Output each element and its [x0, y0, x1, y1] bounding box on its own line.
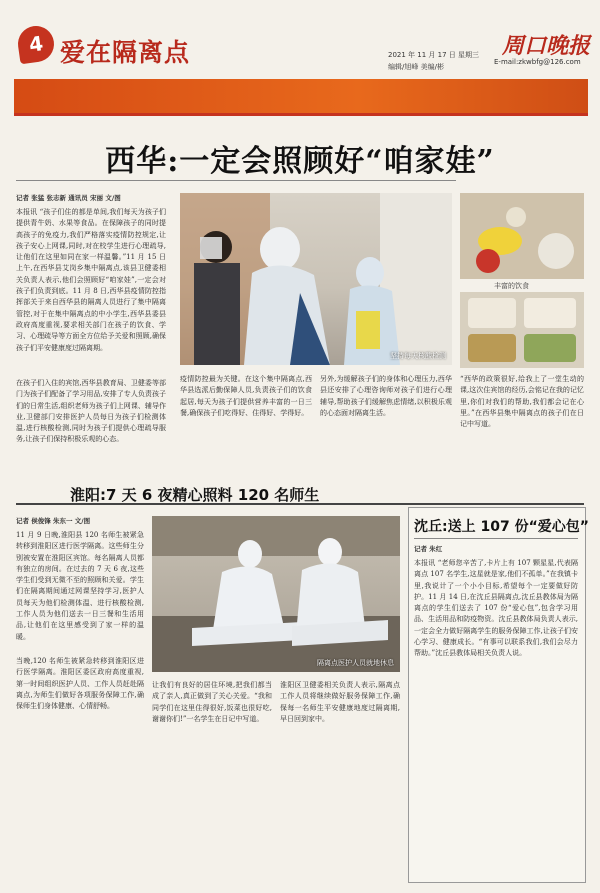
- food-photo-1-art: [460, 193, 584, 279]
- story1-rule: [16, 180, 456, 181]
- editors-line: 编辑/旭峰 美编/彬: [388, 63, 444, 71]
- story2-col2: 当晚,120 名师生被紧急转移到淮阳区进行医学隔离。淮阳区委区政府高度重视,第一时间组织医护人员、工作人员赶赴隔离点,为师生们做好各项服务保障工作,确保师生们身体健康、心情舒畅。: [16, 657, 144, 711]
- story1-col4: 另外,为缓解孩子们的身体和心理压力,西华县还安排了心理咨询师对孩子们进行心理辅导,帮助孩子们缓解焦虑情绪,以积极乐观的心态面对隔离生活。: [320, 375, 452, 417]
- header-rule: [14, 113, 588, 116]
- story1-col1: 本报讯 “孩子们住的都是单间,我们每天为孩子们提供青牛奶、水果等食品。在保障孩子的同时提高孩子的免疫力,我们严格落实疫情防控规定,让孩子安心上网课,同时,对在校学生进行心理疏导,让他们在这里如同在家一样温馨。”11 月 15 日上午,在西华县艾岗乡集中隔离点,该县卫健委相关负责人表示,他们会照顾好“咱家娃”,一定会对孩子们负责到底。11 月 8 日,西华县疫情防控指挥部关于来自西华县的隔离人员进行了集中隔离管控,对于在集中隔离点的中小学生,西华县委县政府高度重视,要求相关部门在孩子的饮食、学习、心理疏导等方面全方位给予关爱和照顾,确保孩子们平安健康度过隔离期。: [16, 208, 166, 352]
- page-number-badge: 4: [16, 24, 57, 65]
- story3-headline: 沈丘:送上 107 份“爱心包”: [414, 519, 589, 535]
- story1-col5: “西华的政策很好,给我上了一堂生动的课,这次住宾馆的经历,会铭记在我的记忆里,你们对我们的帮助,我们都会记在心里。”在西华县集中隔离点的孩子们在日记中写道。: [460, 375, 584, 429]
- story3-text: 本报讯 “老师您辛苦了,卡片上有 107 颗星星,代表隔离点 107 名学生,这星就是家,他们不孤单。”在我镇卡里,我说计了一个小小目标,希望每个一定要做好防护。11 月 14 日,在沈丘县隔离点,沈丘县教体局为隔离点的学生们送去了 107 份“爱心包”,包含学习用品、生活用品和防疫物资。沈丘县教体局负责人表示,一定会全力做好隔离学生的服务保障工作,让孩子们安心学习、健康成长。“有事可以联系我们,我们会尽力帮助。”沈丘县教体局相关负责人说。: [414, 559, 578, 658]
- story1-credit: 记者 张猛 张志新 通讯员 宋丽 文/图: [16, 194, 121, 202]
- food-caption: 丰富的饮食: [494, 282, 529, 290]
- story1-col3: 疫情防控最为关键。在这个集中隔离点,西华县选派后勤保障人员,负责孩子们的饮食起居,每天为孩子们提供营养丰富的一日三餐,确保孩子们吃得好、住得好、学得好。: [180, 375, 312, 417]
- food-photo-1: [460, 193, 584, 279]
- story1-photo: [180, 193, 452, 365]
- newspaper-logo: 周口晚报: [502, 33, 591, 59]
- issue-date: 2021 年 11 月 17 日 星期三: [388, 51, 479, 59]
- story2-col3: 让我们有良好的居住环境,把我们都当成了亲人,真正做到了关心关爱。“我和同学们在这里住得很好,饭菜也很好吃,谢谢你们!”一名学生在日记中写道。: [152, 681, 272, 723]
- story2-col4: 淮阳区卫健委相关负责人表示,隔离点工作人员将继续做好服务保障工作,确保每一名师生平安健康地度过隔离期,早日回到家中。: [280, 681, 400, 723]
- food-photo-2-art: [460, 292, 584, 368]
- story1-photo-caption: 坚持每天核酸检测: [390, 352, 446, 360]
- story1-col2: 在孩子们入住的宾馆,西华县教育局、卫健委等部门为孩子们配备了学习用品,安排了专人负责孩子们的日常生活,组织老师为孩子们上网课、辅导作业,卫健部门安排医护人员每日为孩子们检测体温,进行核酸检测,同时为孩子们提供心理疏导服务,让孩子们保持积极乐观的心态。: [16, 379, 166, 444]
- orange-banner: [14, 79, 588, 114]
- story2-photo: [152, 516, 400, 672]
- story2-headline: 淮阳:7 天 6 夜精心照料 120 名师生: [70, 486, 320, 504]
- story1-headline: 西华:一定会照顾好“咱家娃”: [105, 144, 495, 179]
- story2-photo-art: [152, 516, 400, 672]
- story2-credit: 记者 侯俊锋 朱东一 文/图: [16, 517, 91, 525]
- story3-rule: [414, 538, 578, 539]
- food-photo-2: [460, 292, 584, 368]
- story2-photo-caption: 隔离点医护人员就地休息: [317, 659, 394, 667]
- story2-col1: 11 月 9 日晚,淮阳县 120 名师生被紧急转移到淮阳区进行医学隔离。这些师生分别被安置在淮阳区宾馆。每名隔离人员都有独立的房间。在过去的 7 天 6 夜,这些学生们受到无微不至的照顾和关爱。学生们在隔离期间通过网课坚持学习,医护人员每天为他们检测体温、进行核酸检测,工作人员为他们送去一日三餐和生活用品,让他们在这里感受到了家一样的温暖。: [16, 531, 144, 641]
- story3-credit: 记者 朱红: [414, 545, 443, 553]
- contact-email: E-mail:zkwbfg@126.com: [494, 58, 581, 66]
- story1-photo-art: [180, 193, 452, 365]
- section-title: 爱在隔离点: [60, 38, 191, 67]
